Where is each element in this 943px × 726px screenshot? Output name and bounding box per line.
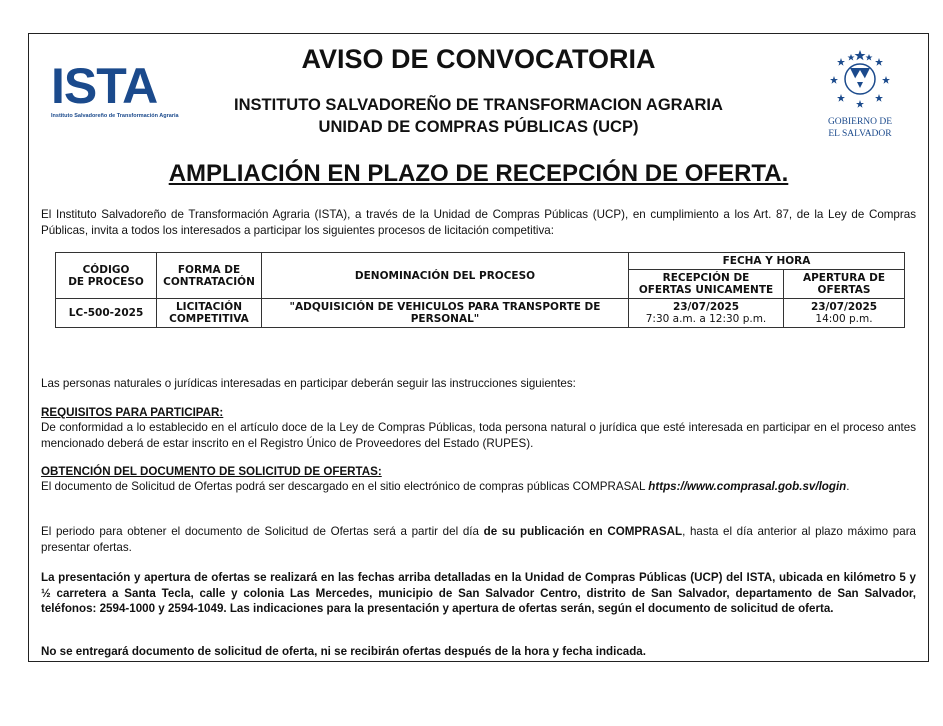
gov-line2: EL SALVADOR bbox=[828, 129, 892, 139]
requirements-text: De conformidad a lo establecido en el artículo doce de la Ley de Compras Públicas, toda persona natural o jurídica que esté interesada en participar en el proceso antes mencionado deberá de estar inscrito en el Registro Único de Proveedores del Estado (RUPES). bbox=[41, 421, 916, 450]
header-opening: APERTURA DE OFERTAS bbox=[784, 270, 905, 299]
header-code: CÓDIGO DE PROCESO bbox=[56, 253, 157, 299]
table-row bbox=[56, 299, 905, 328]
gov-line1: GOBIERNO DE bbox=[827, 117, 893, 127]
notice-title: AVISO DE CONVOCATORIA bbox=[301, 44, 656, 74]
institution-heading bbox=[29, 94, 928, 138]
process-table bbox=[55, 252, 905, 328]
unit-name: UNIDAD DE COMPRAS PÚBLICAS (UCP) bbox=[318, 118, 639, 136]
presentation-text: La presentación y apertura de ofertas se realizará en las fechas arriba detalladas en la Unidad de Compras Públicas (UCP) del ISTA, ubicada en kilómetro 5 y ½ carretera a Santa Tecla, calle y colonia Las Mercedes, municipio de San Salvador Centro, distrito de San Salvador, departamento de San Salvador, teléfonos: 2594-1000 y 2594-1049. Las indicaciones para la presentación y apertura de ofertas serán, según el documento de solicitud de oferta. bbox=[41, 571, 916, 615]
final-note: No se entregará documento de solicitud de oferta, ni se recibirán ofertas después de la hora y fecha indicada. bbox=[41, 645, 646, 658]
instructions-line: Las personas naturales o jurídicas interesadas en participar deberán seguir las instrucciones siguientes: bbox=[41, 377, 576, 390]
extension-title: AMPLIACIÓN EN PLAZO DE RECEPCIÓN DE OFERTA. bbox=[168, 160, 789, 187]
logo-subtitle: Instituto Salvadoreño de Transformación Agraria bbox=[51, 113, 179, 119]
header-reception: RECEPCIÓN DE OFERTAS UNICAMENTE bbox=[629, 270, 784, 299]
cell-code: LC-500-2025 bbox=[56, 299, 157, 328]
institution-name: INSTITUTO SALVADOREÑO DE TRANSFORMACION AGRARIA bbox=[234, 96, 723, 114]
period-text: El periodo para obtener el documento de Solicitud de Ofertas será a partir del día de su publicación en COMPRASAL, hasta el día anterior al plazo máximo para presentar ofertas. bbox=[41, 525, 917, 554]
obtain-heading: OBTENCIÓN DEL DOCUMENTO DE SOLICITUD DE OFERTAS: bbox=[41, 465, 382, 478]
logo-text: ISTA bbox=[51, 58, 158, 114]
cell-opening: 23/07/2025 14:00 p.m. bbox=[784, 299, 905, 328]
requirements-heading: REQUISITOS PARA PARTICIPAR: bbox=[41, 406, 224, 419]
cell-reception: 23/07/2025 7:30 a.m. a 12:30 p.m. bbox=[629, 299, 784, 328]
header-name: DENOMINACIÓN DEL PROCESO bbox=[262, 253, 629, 299]
header-form: FORMA DE CONTRATACIÓN bbox=[157, 253, 262, 299]
header-date: FECHA Y HORA bbox=[629, 253, 905, 270]
cell-form: LICITACIÓN COMPETITIVA bbox=[157, 299, 262, 328]
cell-name: "ADQUISICIÓN DE VEHICULOS PARA TRANSPORTE DE PERSONAL" bbox=[262, 299, 629, 328]
notice-frame bbox=[28, 33, 929, 662]
intro-paragraph: El Instituto Salvadoreño de Transformación Agraria (ISTA), a través de la Unidad de Compras Públicas (UCP), en cumplimiento a los Art. 87, de la Ley de Compras Públicas, invita a todos los interesados a participar los siguientes procesos de licitación competitiva: bbox=[41, 208, 916, 237]
obtain-text: El documento de Solicitud de Ofertas podrá ser descargado en el sitio electrónico de compras públicas COMPRASAL https://www.comprasal.gob.sv/login. bbox=[41, 480, 850, 493]
comprasal-link[interactable]: https://www.comprasal.gob.sv/login bbox=[648, 480, 847, 493]
